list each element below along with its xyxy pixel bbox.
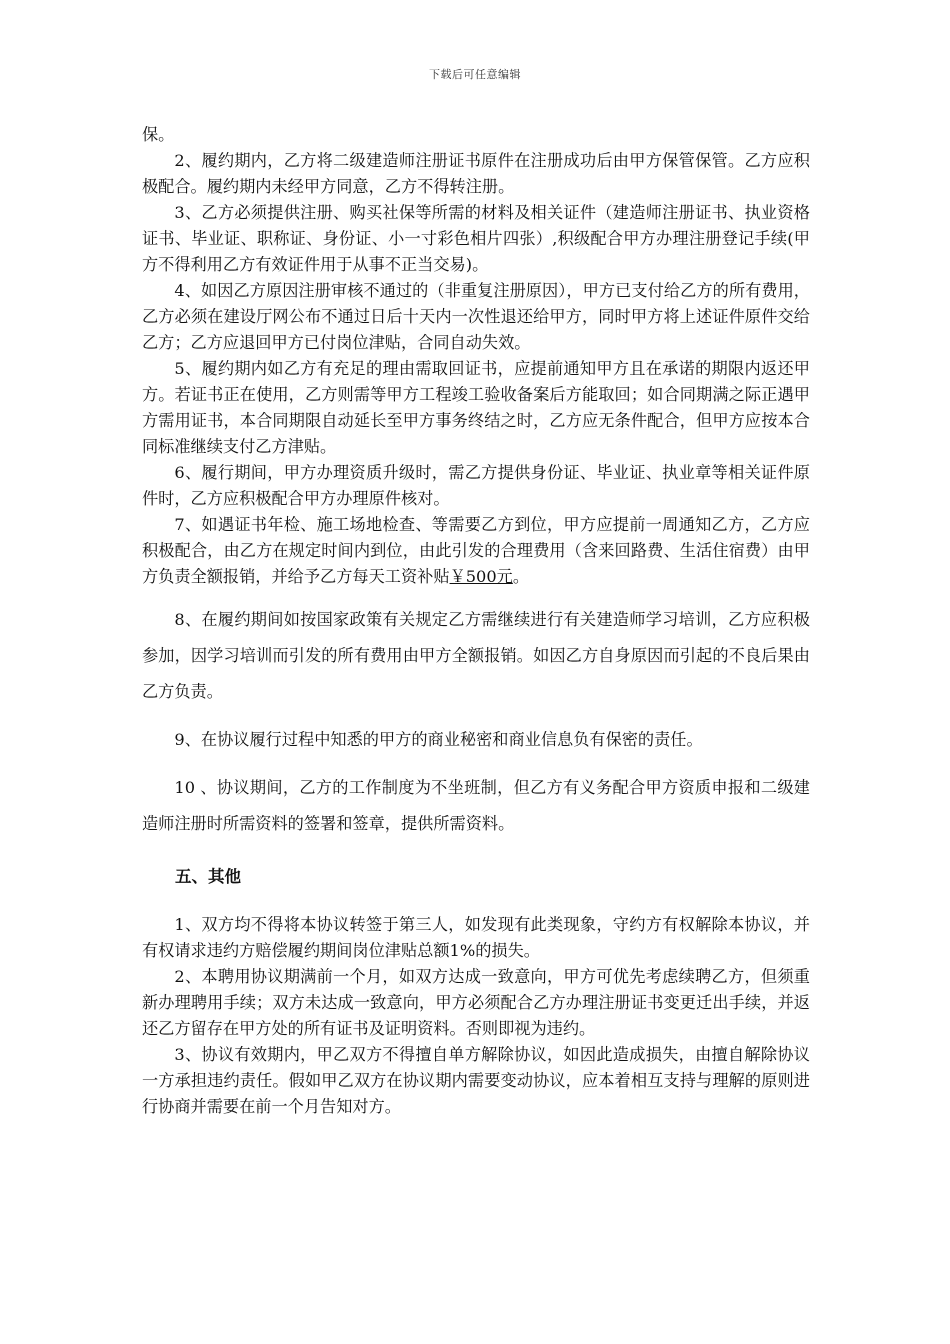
spacer (142, 590, 810, 602)
paragraph-continuation: 保。 (142, 125, 175, 144)
clause-3: 3、乙方必须提供注册、购买社保等所需的材料及相关证件（建造师注册证书、执业资格证书、毕业证、职称证、身份证、小一寸彩色相片四张）,积级配合甲方办理注册登记手续(甲方不得利用乙方有效证件用于从事不正当交易)。 (142, 203, 810, 274)
clause-5: 5、履约期内如乙方有充足的理由需取回证书，应提前通知甲方且在承诺的期限内返还甲方。若证书正在使用，乙方则需等甲方工程竣工验收备案后方能取回；如合同期满之际正遇甲方需用证书，本合同期限自动延长至甲方事务终结之时，乙方应无条件配合，但甲方应按本合同标准继续支付乙方津贴。 (142, 359, 810, 456)
clause-7-end: 。 (512, 567, 530, 586)
clause-10: 10 、协议期间，乙方的工作制度为不坐班制，但乙方有义务配合甲方资质申报和二级建造师注册时所需资料的签署和签章，提供所需资料。 (142, 778, 810, 833)
clause-9: 9、在协议履行过程中知悉的甲方的商业秘密和商业信息负有保密的责任。 (174, 730, 703, 749)
spacer (142, 710, 810, 722)
clause-2: 2、履约期内，乙方将二级建造师注册证书原件在注册成功后由甲方保管保管。乙方应积极配合。履约期内未经甲方同意，乙方不得转注册。 (142, 151, 810, 196)
other-clause-2: 2、本聘用协议期满前一个月，如双方达成一致意向，甲方可优先考虑续聘乙方，但须重新办理聘用手续；双方未达成一致意向，甲方必须配合乙方办理注册证书变更迁出手续，并返还乙方留存在甲方处的所有证书及证明资料。否则即视为违约。 (142, 967, 810, 1038)
spacer (142, 890, 810, 912)
spacer (142, 758, 810, 770)
other-clause-1: 1、双方均不得将本协议转签于第三人，如发现有此类现象，守约方有权解除本协议，并有权请求违约方赔偿履约期间岗位津贴总额1%的损失。 (142, 915, 810, 960)
clause-7-text: 7、如遇证书年检、施工场地检查、等需要乙方到位，甲方应提前一周通知乙方，乙方应积极配合，由乙方在规定时间内到位，由此引发的合理费用（含来回路费、生活住宿费）由甲方负责全额报销，并给予乙方每天工资补贴 (142, 515, 810, 586)
section-heading-other: 五、其他 (175, 867, 241, 886)
clause-6: 6、履行期间，甲方办理资质升级时，需乙方提供身份证、毕业证、执业章等相关证件原件时，乙方应积极配合甲方办理原件核对。 (142, 463, 810, 508)
daily-allowance-amount: ￥500元 (449, 567, 513, 586)
document-body (142, 122, 810, 1120)
clause-4: 4、如因乙方原因注册审核不通过的（非重复注册原因），甲方已支付给乙方的所有费用，乙方必须在建设厅网公布不通过日后十天内一次性退还给甲方，同时甲方将上述证件原件交给乙方；乙方应退回甲方已付岗位津贴，合同自动失效。 (142, 281, 810, 352)
clause-8: 8、在履约期间如按国家政策有关规定乙方需继续进行有关建造师学习培训，乙方应积极参加，因学习培训而引发的所有费用由甲方全额报销。如因乙方自身原因而引起的不良后果由乙方负责。 (142, 610, 810, 701)
spacer (142, 842, 810, 864)
page-header: 下载后可任意编辑 (429, 68, 521, 81)
clause-7 (142, 512, 810, 590)
other-clause-3: 3、协议有效期内，甲乙双方不得擅自单方解除协议，如因此造成损失，由擅自解除协议一方承担违约责任。假如甲乙双方在协议期内需要变动协议，应本着相互支持与理解的原则进行协商并需要在前一个月告知对方。 (142, 1045, 810, 1116)
